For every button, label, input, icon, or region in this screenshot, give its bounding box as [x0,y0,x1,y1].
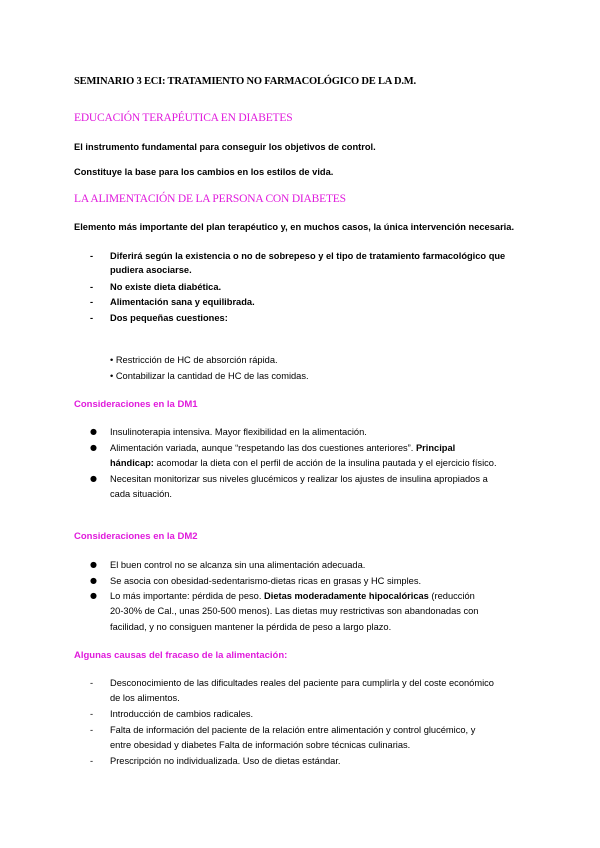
list-dash: - [90,725,94,735]
heading-dm1: Consideraciones en la DM1 [74,399,198,410]
bullet-icon: ● [90,474,97,483]
dm1-item-monitor: Necesitan monitorizar sus niveles glucémicos y realizar los ajustes de insulina apropiados a [110,474,488,484]
dm2-item-weight-loss-continuation: facilidad, y no consiguen mantener la pérdida de peso a largo plazo. [110,622,392,632]
dm2-item-weight-loss-continuation: 20-30% de Cal., unas 250-500 menos). Las dietas muy restrictivas son abandonadas con [110,606,479,616]
cause-item-radical-changes: Introducción de cambios radicales. [110,709,254,719]
sub-list-item: • Contabilizar la cantidad de HC de las comidas. [110,371,309,381]
list-item: No existe dieta diabética. [110,282,222,292]
cause-item-lack-of-information-continuation: entre obesidad y diabetes Falta de información sobre técnicas culinarias. [110,740,411,750]
heading-therapeutic-education: EDUCACIÓN TERAPÉUTICA EN DIABETES [74,112,293,124]
dm2-item-obesity: Se asocia con obesidad-sedentarismo-dietas ricas en grasas y HC simples. [110,576,422,586]
paragraph-nutrition-intro: Elemento más importante del plan terapéutico y, en muchos casos, la única intervención necesaria. [74,222,515,232]
paragraph-base-for-changes: Constituye la base para los cambios en los estilos de vida. [74,167,334,177]
cause-item-unawareness-continuation: de los alimentos. [110,693,180,703]
sub-list-item: • Restricción de HC de absorción rápida. [110,355,278,365]
bullet-icon: ● [90,443,97,452]
list-dash: - [90,709,94,719]
dm2-item-good-control: El buen control no se alcanza sin una alimentación adecuada. [110,560,366,570]
paragraph-fundamental-instrument: El instrumento fundamental para conseguir los objetivos de control. [74,142,376,152]
list-item-continuation: pudiera asociarse. [110,265,192,275]
bullet-icon: ● [90,591,97,600]
list-dash: - [90,756,94,766]
list-dash: - [90,282,94,292]
list-item: Alimentación sana y equilibrada. [110,297,255,307]
bullet-icon: ● [90,560,97,569]
list-item: Dos pequeñas cuestiones: [110,313,228,323]
cause-item-lack-of-information: Falta de información del paciente de la relación entre alimentación y control glucémico, y [110,725,476,735]
document-title: SEMINARIO 3 ECI: TRATAMIENTO NO FARMACOLÓGICO DE LA D.M. [74,76,416,87]
dm2-item-weight-loss: Lo más importante: pérdida de peso. Dietas moderadamente hipocalóricas (reducción [110,591,475,601]
list-dash: - [90,251,94,261]
list-dash: - [90,678,94,688]
cause-item-prescription: Prescripción no individualizada. Uso de dietas estándar. [110,756,341,766]
list-dash: - [90,297,94,307]
cause-item-unawareness: Desconocimiento de las dificultades reales del paciente para cumplirla y del coste económico [110,678,494,688]
list-item: Diferirá según la existencia o no de sobrepeso y el tipo de tratamiento farmacológico que [110,251,506,261]
list-dash: - [90,313,94,323]
heading-failure-causes: Algunas causas del fracaso de la alimentación: [74,650,288,661]
dm1-item-insulin: Insulinoterapia intensiva. Mayor flexibilidad en la alimentación. [110,427,367,437]
heading-nutrition: LA ALIMENTACIÓN DE LA PERSONA CON DIABETES [74,193,346,205]
bullet-icon: ● [90,576,97,585]
bullet-icon: ● [90,427,97,436]
heading-dm2: Consideraciones en la DM2 [74,531,198,542]
dm1-item-monitor-continuation: cada situación. [110,489,173,499]
dm1-item-varied-diet: Alimentación variada, aunque “respetando las dos cuestiones anteriores”. Principal [110,443,456,453]
dm1-item-varied-diet-continuation: hándicap: acomodar la dieta con el perfil de acción de la insulina pautada y el ejercicio físico. [110,458,497,468]
